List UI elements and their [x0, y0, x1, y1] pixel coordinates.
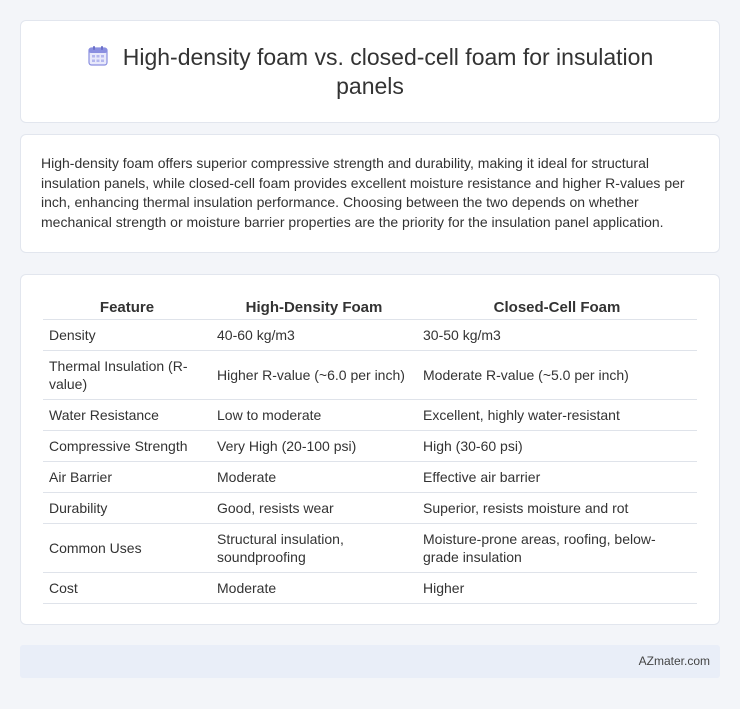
high-density-cell: Structural insulation, soundproofing [211, 523, 417, 572]
feature-cell: Cost [43, 572, 211, 603]
table-row [43, 492, 697, 523]
feature-cell: Water Resistance [43, 399, 211, 430]
table-row [43, 572, 697, 603]
table-header-row [43, 296, 697, 319]
footer-brand-link[interactable]: AZmater.com [638, 654, 710, 668]
high-density-cell: Very High (20-100 psi) [211, 430, 417, 461]
table-row [43, 319, 697, 350]
table-row [43, 430, 697, 461]
high-density-cell: Good, resists wear [211, 492, 417, 523]
comparison-table [43, 296, 697, 604]
page-title: High-density foam vs. closed-cell foam for insulation panels [122, 44, 654, 99]
table-row [43, 350, 697, 399]
feature-cell: Density [43, 319, 211, 350]
high-density-cell: Moderate [211, 572, 417, 603]
feature-cell: Air Barrier [43, 461, 211, 492]
closed-cell-cell: 30-50 kg/m3 [417, 319, 697, 350]
closed-cell-cell: Higher [417, 572, 697, 603]
table-row [43, 399, 697, 430]
feature-cell: Common Uses [43, 523, 211, 572]
closed-cell-cell: Moderate R-value (~5.0 per inch) [417, 350, 697, 399]
column-header-closed-cell: Closed-Cell Foam [417, 296, 697, 319]
column-header-feature: Feature [43, 296, 211, 319]
title-card [20, 20, 720, 123]
high-density-cell: Higher R-value (~6.0 per inch) [211, 350, 417, 399]
high-density-cell: Moderate [211, 461, 417, 492]
feature-cell: Compressive Strength [43, 430, 211, 461]
high-density-cell: Low to moderate [211, 399, 417, 430]
footer-bar [20, 645, 720, 678]
closed-cell-cell: Moisture-prone areas, roofing, below-grade insulation [417, 523, 697, 572]
comparison-table-card [20, 274, 720, 625]
column-header-high-density: High-Density Foam [211, 296, 417, 319]
feature-cell: Thermal Insulation (R-value) [43, 350, 211, 399]
summary-card [20, 134, 720, 253]
table-row [43, 461, 697, 492]
calendar-icon [87, 45, 109, 67]
closed-cell-cell: High (30-60 psi) [417, 430, 697, 461]
closed-cell-cell: Excellent, highly water-resistant [417, 399, 697, 430]
closed-cell-cell: Effective air barrier [417, 461, 697, 492]
table-row [43, 523, 697, 572]
feature-cell: Durability [43, 492, 211, 523]
high-density-cell: 40-60 kg/m3 [211, 319, 417, 350]
title-wrap [21, 43, 719, 101]
summary-text: High-density foam offers superior compressive strength and durability, making it ideal for structural insulation panels, while closed-cell foam provides excellent moisture resistance and higher R-values per inch, enhancing thermal insulation performance. Choosing between the two depends on whether mechanical strength or moisture barrier properties are the priority for the insulation panel application. [41, 155, 685, 230]
closed-cell-cell: Superior, resists moisture and rot [417, 492, 697, 523]
